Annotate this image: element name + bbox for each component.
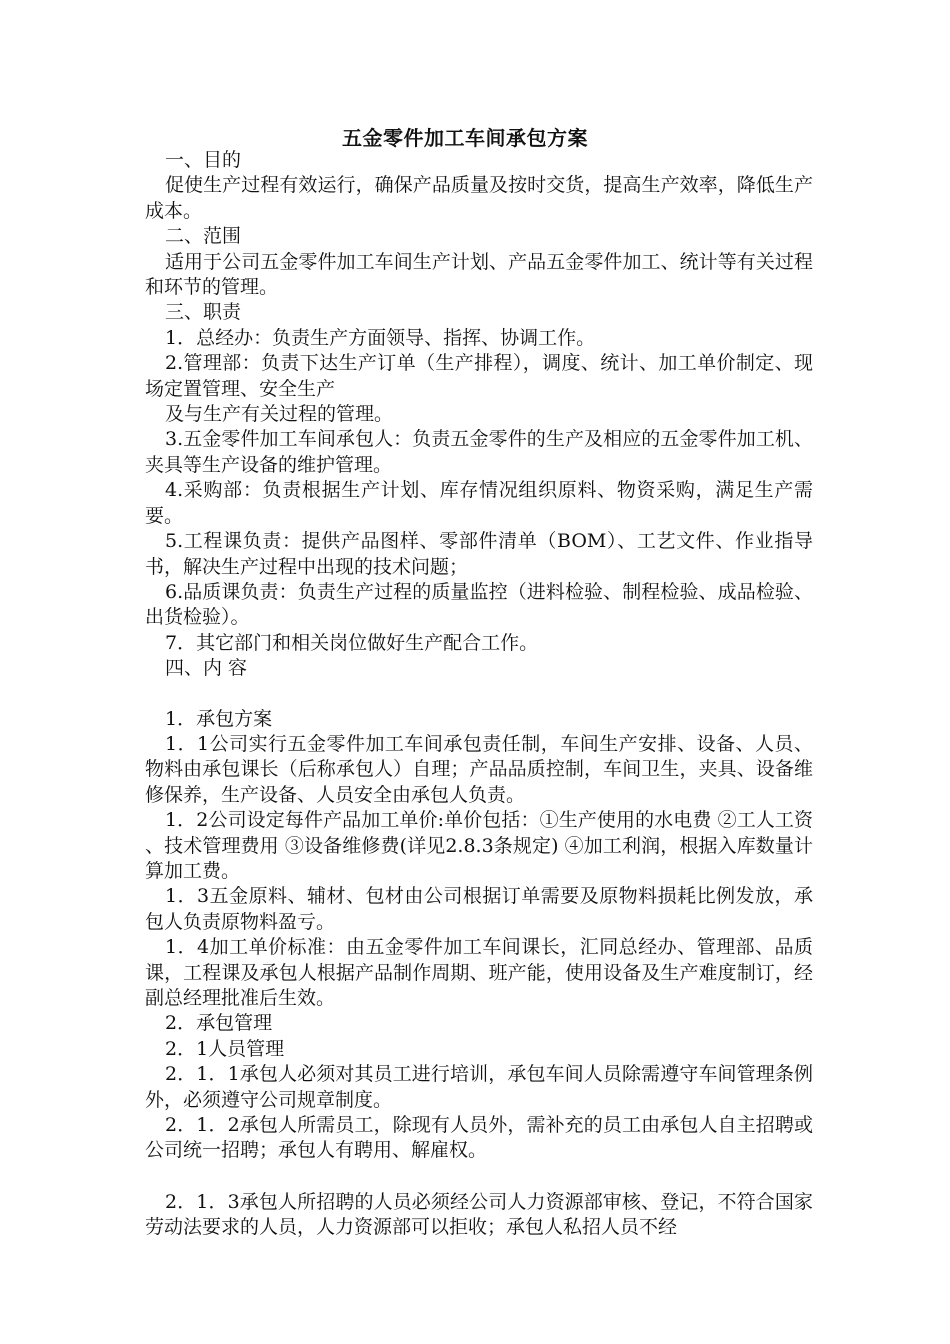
clause-paragraph: 2．1．3承包人所招聘的人员必须经公司人力资源部审核、登记，不符合国家劳动法要求的人员，人力资源部可以拒收；承包人私招人员不经 (145, 1190, 813, 1239)
clause-paragraph: 2．1．2承包人所需员工，除现有人员外，需补充的员工由承包人自主招聘或公司统一招聘；承包人有聘用、解雇权。 (145, 1114, 813, 1162)
subsection-heading: 2．承包管理 (165, 1012, 273, 1035)
duty-item: 2.管理部：负责下达生产订单（生产排程），调度、统计、加工单价制定、现场定置管理、安全生产 (145, 352, 813, 400)
duty-item: 1．总经办：负责生产方面领导、指挥、协调工作。 (165, 326, 596, 349)
blank-line (145, 1164, 813, 1190)
document-title: 五金零件加工车间承包方案 (342, 126, 588, 150)
subsection-heading: 2．1人员管理 (165, 1037, 285, 1060)
section-heading-purpose: 一、目的 (165, 149, 242, 171)
duty-item: 4.采购部：负责根据生产计划、库存情况组织原料、物资采购，满足生产需要。 (145, 479, 813, 527)
section-heading-content: 四、内 容 (165, 657, 248, 680)
clause-paragraph: 1．4加工单价标准：由五金零件加工车间课长，汇同总经办、管理部、品质课，工程课及承包人根据产品制作周期、班产能，使用设备及生产难度制订，经副总经理批准后生效。 (145, 936, 813, 1009)
paragraph-scope: 适用于公司五金零件加工车间生产计划、产品五金零件加工、统计等有关过程和环节的管理。 (145, 250, 813, 299)
section-heading-duties: 三、职责 (165, 301, 242, 324)
duty-item: 3.五金零件加工车间承包人：负责五金零件的生产及相应的五金零件加工机、夹具等生产设备的维护管理。 (145, 428, 813, 476)
clause-paragraph: 2．1．1承包人必须对其员工进行培训，承包车间人员除需遵守车间管理条例外，必须遵守公司规章制度。 (145, 1063, 813, 1111)
subsection-heading: 1．承包方案 (165, 707, 273, 730)
clause-paragraph: 1．1公司实行五金零件加工车间承包责任制，车间生产安排、设备、人员、物料由承包课长（后称承包人）自理；产品品质控制，车间卫生，夹具、设备维修保养，生产设备、人员安全由承包人负责。 (145, 732, 813, 806)
clause-paragraph: 1．3五金原料、辅材、包材由公司根据订单需要及原物料损耗比例发放，承包人负责原物料盈亏。 (145, 885, 813, 933)
blank-line (145, 682, 813, 707)
duty-item: 6.品质课负责：负责生产过程的质量监控（进料检验、制程检验、成品检验、出货检验）。 (145, 580, 813, 629)
document-body (145, 148, 813, 1241)
section-heading-scope: 二、范围 (165, 225, 242, 248)
clause-paragraph: 1．2公司设定每件产品加工单价:单价包括：①生产使用的水电费 ②工人工资 、技术管理费用 ③设备维修费(详见2.8.3条规定) ④加工利润，根据入库数量计算加工费。 (145, 809, 813, 882)
duty-item: 5.工程课负责：提供产品图样、零部件清单（BOM）、工艺文件、作业指导书，解决生产过程中出现的技术问题； (145, 530, 813, 578)
duty-item: 7．其它部门和相关岗位做好生产配合工作。 (165, 631, 539, 654)
duty-item-continuation: 及与生产有关过程的管理。 (165, 403, 394, 426)
paragraph-purpose: 促使生产过程有效运行，确保产品质量及按时交货，提高生产效率，降低生产成本。 (145, 174, 813, 222)
